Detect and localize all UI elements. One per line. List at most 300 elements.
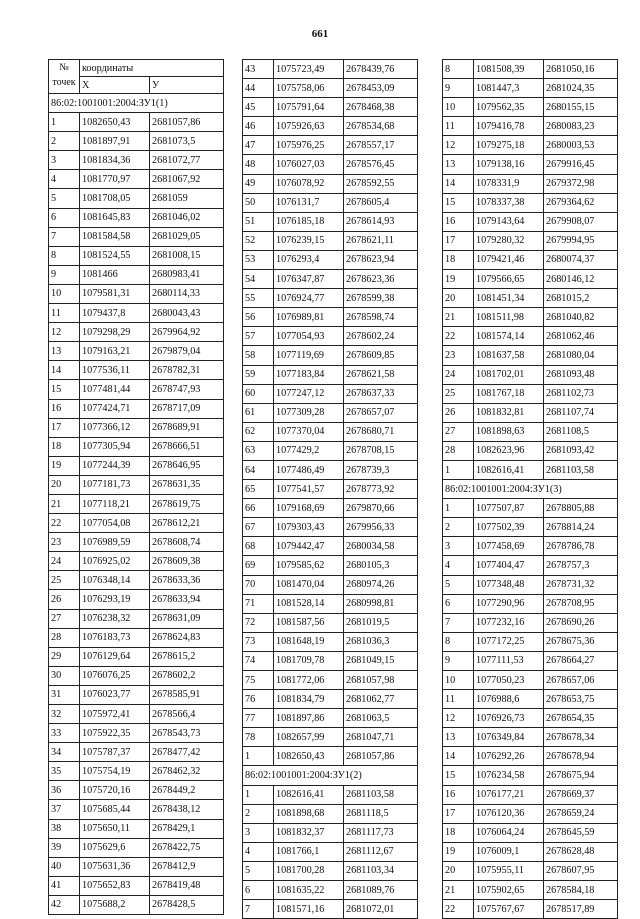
table-row: [443, 861, 618, 880]
point-number-cell: 13: [49, 342, 80, 361]
y-coordinate-cell: 2678419,48: [150, 876, 224, 895]
table-row: [443, 250, 618, 269]
point-number-cell: 17: [443, 231, 474, 250]
point-number-cell: 26: [443, 403, 474, 422]
table-row: [49, 380, 224, 399]
x-coordinate-cell: 1081709,78: [274, 651, 344, 670]
point-number-cell: 4: [443, 556, 474, 575]
x-coordinate-cell: 1082650,43: [274, 747, 344, 766]
x-coordinate-cell: 1077119,69: [274, 346, 344, 365]
table-row: [243, 212, 418, 231]
x-coordinate-cell: 1081702,01: [474, 365, 544, 384]
y-coordinate-cell: 2681036,3: [344, 632, 418, 651]
point-number-cell: 21: [443, 308, 474, 327]
point-number-cell: 7: [443, 613, 474, 632]
x-coordinate-cell: 1077054,93: [274, 327, 344, 346]
point-number-cell: 31: [49, 685, 80, 704]
table-row: [443, 651, 618, 670]
point-number-cell: 34: [49, 743, 80, 762]
table-row: [49, 666, 224, 685]
table-row: [49, 819, 224, 838]
point-number-cell: 49: [243, 174, 274, 193]
table-row: [49, 323, 224, 342]
point-number-cell: 30: [49, 666, 80, 685]
table-row: [443, 174, 618, 193]
table-row: [49, 571, 224, 590]
x-coordinate-cell: 1075791,64: [274, 98, 344, 117]
table-row: [243, 881, 418, 900]
x-header: X: [80, 77, 150, 94]
x-coordinate-cell: 1076064,24: [474, 823, 544, 842]
x-coordinate-cell: 1077054,08: [80, 514, 150, 533]
coordinates-table-column-1: [48, 59, 224, 915]
table-row: [443, 136, 618, 155]
x-coordinate-cell: 1081898,63: [474, 422, 544, 441]
x-coordinate-cell: 1076926,73: [474, 709, 544, 728]
table-row: [443, 823, 618, 842]
point-number-cell: 74: [243, 651, 274, 670]
point-number-cell: 37: [49, 800, 80, 819]
table-row: [443, 842, 618, 861]
x-coordinate-cell: 1077507,87: [474, 499, 544, 518]
y-coordinate-cell: 2678534,68: [344, 117, 418, 136]
point-number-cell: 32: [49, 705, 80, 724]
y-coordinate-cell: 2678786,78: [544, 537, 618, 556]
x-coordinate-cell: 1077111,53: [474, 651, 544, 670]
x-coordinate-cell: 1077404,47: [474, 556, 544, 575]
point-number-cell: 12: [443, 709, 474, 728]
coordinates-header: координаты: [80, 60, 224, 77]
point-number-cell: 22: [443, 327, 474, 346]
y-coordinate-cell: 2680146,12: [544, 270, 618, 289]
y-coordinate-cell: 2681062,46: [544, 327, 618, 346]
table-row: [443, 728, 618, 747]
y-coordinate-cell: 2680105,3: [344, 556, 418, 575]
point-number-cell: 25: [443, 384, 474, 403]
table-row: [49, 590, 224, 609]
x-coordinate-cell: 1081898,68: [274, 804, 344, 823]
y-coordinate-cell: 2681063,5: [344, 709, 418, 728]
y-coordinate-cell: 2679364,62: [544, 193, 618, 212]
y-coordinate-cell: 2678633,94: [150, 590, 224, 609]
table-row: [243, 518, 418, 537]
y-coordinate-cell: 2681040,82: [544, 308, 618, 327]
point-number-cell: 50: [243, 193, 274, 212]
y-coordinate-cell: 2678669,37: [544, 785, 618, 804]
table-row: [49, 418, 224, 437]
x-coordinate-cell: 1077486,49: [274, 460, 344, 479]
x-coordinate-cell: 1082616,41: [474, 460, 544, 479]
y-coordinate-cell: 2679916,45: [544, 155, 618, 174]
y-coordinate-cell: 2678731,32: [544, 575, 618, 594]
table-row: [443, 403, 618, 422]
y-coordinate-cell: 2681062,77: [344, 690, 418, 709]
point-number-cell: 24: [443, 365, 474, 384]
x-coordinate-cell: 1081648,19: [274, 632, 344, 651]
x-coordinate-cell: 1081511,98: [474, 308, 544, 327]
y-coordinate-cell: 2678438,12: [150, 800, 224, 819]
x-coordinate-cell: 1077458,69: [474, 537, 544, 556]
y-coordinate-cell: 2678599,38: [344, 289, 418, 308]
table-row: [243, 174, 418, 193]
point-number-cell: 4: [49, 170, 80, 189]
point-number-cell: 69: [243, 556, 274, 575]
x-coordinate-cell: 1081897,86: [274, 709, 344, 728]
y-coordinate-cell: 2679956,33: [344, 518, 418, 537]
table-row: [243, 613, 418, 632]
table-row: [49, 609, 224, 628]
y-coordinate-cell: 2681103,58: [344, 785, 418, 804]
point-number-cell: 22: [443, 900, 474, 919]
x-coordinate-cell: 1077290,96: [474, 594, 544, 613]
y-coordinate-cell: 2680083,23: [544, 117, 618, 136]
table-row: [49, 399, 224, 418]
point-number-cell: 54: [243, 270, 274, 289]
point-number-cell: 15: [443, 766, 474, 785]
table-row: [49, 132, 224, 151]
y-coordinate-cell: 2681059: [150, 189, 224, 208]
table-row: [49, 724, 224, 743]
point-number-header-line2: точек: [52, 77, 76, 88]
table-row: [443, 231, 618, 250]
point-number-cell: 1: [443, 460, 474, 479]
point-number-cell: 18: [49, 437, 80, 456]
table-row: [443, 881, 618, 900]
x-coordinate-cell: 1079280,32: [474, 231, 544, 250]
y-coordinate-cell: 2680034,58: [344, 537, 418, 556]
point-number-cell: 65: [243, 480, 274, 499]
table-row: [243, 193, 418, 212]
table-row: [49, 227, 224, 246]
y-coordinate-cell: 2681049,15: [344, 651, 418, 670]
x-coordinate-cell: 1079442,47: [274, 537, 344, 556]
y-coordinate-cell: 2678708,15: [344, 441, 418, 460]
y-coordinate-cell: 2678717,09: [150, 399, 224, 418]
y-coordinate-cell: 2678462,32: [150, 762, 224, 781]
coordinates-table: [442, 59, 618, 919]
table-row: [243, 804, 418, 823]
x-coordinate-cell: 1077424,71: [80, 399, 150, 418]
table-row: [49, 647, 224, 666]
table-row: [243, 575, 418, 594]
y-coordinate-cell: 2678517,89: [544, 900, 618, 919]
table-row: [443, 785, 618, 804]
table-row: [243, 98, 418, 117]
y-coordinate-cell: 2681103,34: [344, 861, 418, 880]
point-number-cell: 21: [49, 494, 80, 513]
y-coordinate-cell: 2678747,93: [150, 380, 224, 399]
y-coordinate-cell: 2681024,35: [544, 79, 618, 98]
point-number-cell: 1: [443, 499, 474, 518]
x-coordinate-cell: 1079275,18: [474, 136, 544, 155]
x-coordinate-cell: 1081832,81: [474, 403, 544, 422]
point-number-cell: 5: [49, 189, 80, 208]
y-coordinate-cell: 2678576,45: [344, 155, 418, 174]
point-number-cell: 64: [243, 460, 274, 479]
y-coordinate-cell: 2678657,06: [544, 671, 618, 690]
x-coordinate-cell: 1079566,65: [474, 270, 544, 289]
y-coordinate-cell: 2678689,91: [150, 418, 224, 437]
y-coordinate-cell: 2681029,05: [150, 227, 224, 246]
table-row: [443, 537, 618, 556]
y-coordinate-cell: 2678609,38: [150, 552, 224, 571]
x-coordinate-cell: 1082650,43: [80, 113, 150, 132]
point-number-cell: 22: [49, 514, 80, 533]
y-coordinate-cell: 2681067,92: [150, 170, 224, 189]
table-row: [443, 346, 618, 365]
point-number-cell: 9: [49, 265, 80, 284]
x-coordinate-cell: 1081508,39: [474, 60, 544, 79]
table-row: [243, 537, 418, 556]
point-number-cell: 72: [243, 613, 274, 632]
x-coordinate-cell: 1081708,05: [80, 189, 150, 208]
y-coordinate-cell: 2681103,58: [544, 460, 618, 479]
x-coordinate-cell: 1079581,31: [80, 284, 150, 303]
point-number-cell: 5: [243, 861, 274, 880]
y-coordinate-cell: 2678659,24: [544, 804, 618, 823]
x-coordinate-cell: 1077366,12: [80, 418, 150, 437]
point-number-cell: 16: [443, 785, 474, 804]
point-number-cell: 51: [243, 212, 274, 231]
x-coordinate-cell: 1075723,49: [274, 60, 344, 79]
x-coordinate-cell: 1077370,04: [274, 422, 344, 441]
point-number-cell: 1: [243, 747, 274, 766]
point-number-cell: 63: [243, 441, 274, 460]
x-coordinate-cell: 1081897,91: [80, 132, 150, 151]
y-coordinate-cell: 2678623,94: [344, 250, 418, 269]
section-row: [243, 766, 418, 785]
x-coordinate-cell: 1076348,14: [80, 571, 150, 590]
y-coordinate-cell: 2680998,81: [344, 594, 418, 613]
x-coordinate-cell: 1081451,34: [474, 289, 544, 308]
x-coordinate-cell: 1075972,41: [80, 705, 150, 724]
y-coordinate-cell: 2678757,3: [544, 556, 618, 575]
point-number-cell: 10: [443, 98, 474, 117]
table-row: [49, 342, 224, 361]
y-coordinate-cell: 2678805,88: [544, 499, 618, 518]
table-row: [49, 265, 224, 284]
point-number-cell: 61: [243, 403, 274, 422]
point-number-cell: 40: [49, 857, 80, 876]
table-row: [443, 422, 618, 441]
point-number-cell: 6: [443, 594, 474, 613]
point-number-cell: 16: [49, 399, 80, 418]
y-coordinate-cell: 2678543,73: [150, 724, 224, 743]
x-coordinate-cell: 1077118,21: [80, 494, 150, 513]
y-header: У: [150, 77, 224, 94]
y-coordinate-cell: 2679964,92: [150, 323, 224, 342]
x-coordinate-cell: 1077172,25: [474, 632, 544, 651]
table-row: [243, 250, 418, 269]
x-coordinate-cell: 1081700,28: [274, 861, 344, 880]
x-coordinate-cell: 1076988,6: [474, 690, 544, 709]
point-number-cell: 3: [443, 537, 474, 556]
point-number-header-line1: №: [59, 62, 69, 73]
y-coordinate-cell: 2678653,75: [544, 690, 618, 709]
coordinates-table-column-2: [242, 59, 418, 919]
y-coordinate-cell: 2680114,33: [150, 284, 224, 303]
y-coordinate-cell: 2679994,95: [544, 231, 618, 250]
table-row: [49, 838, 224, 857]
y-coordinate-cell: 2678708,95: [544, 594, 618, 613]
y-coordinate-cell: 2678623,36: [344, 270, 418, 289]
point-number-cell: 52: [243, 231, 274, 250]
y-coordinate-cell: 2680074,37: [544, 250, 618, 269]
y-coordinate-cell: 2681057,86: [344, 747, 418, 766]
y-coordinate-cell: 2680983,41: [150, 265, 224, 284]
point-number-cell: 56: [243, 308, 274, 327]
y-coordinate-cell: 2678453,09: [344, 79, 418, 98]
point-number-cell: 20: [443, 289, 474, 308]
point-number-cell: 12: [49, 323, 80, 342]
table-row: [243, 861, 418, 880]
x-coordinate-cell: 1077181,73: [80, 475, 150, 494]
table-row: [243, 231, 418, 250]
table-row: [443, 98, 618, 117]
x-coordinate-cell: 1076293,4: [274, 250, 344, 269]
y-coordinate-cell: 2678449,2: [150, 781, 224, 800]
table-row: [49, 189, 224, 208]
y-coordinate-cell: 2678631,09: [150, 609, 224, 628]
table-row: [443, 632, 618, 651]
table-row: [49, 628, 224, 647]
point-number-cell: 10: [49, 284, 80, 303]
x-coordinate-cell: 1076239,15: [274, 231, 344, 250]
point-number-cell: 9: [443, 79, 474, 98]
y-coordinate-cell: 2678584,18: [544, 881, 618, 900]
x-coordinate-cell: 1076078,92: [274, 174, 344, 193]
x-coordinate-cell: 1076989,59: [80, 533, 150, 552]
y-coordinate-cell: 2678615,2: [150, 647, 224, 666]
table-row: [49, 762, 224, 781]
point-number-cell: 45: [243, 98, 274, 117]
y-coordinate-cell: 2678628,48: [544, 842, 618, 861]
table-row: [243, 384, 418, 403]
y-coordinate-cell: 2681073,5: [150, 132, 224, 151]
x-coordinate-cell: 1076292,26: [474, 747, 544, 766]
point-number-cell: 19: [443, 270, 474, 289]
point-number-cell: 46: [243, 117, 274, 136]
point-number-cell: 27: [49, 609, 80, 628]
x-coordinate-cell: 1076185,18: [274, 212, 344, 231]
y-coordinate-cell: 2678468,38: [344, 98, 418, 117]
x-coordinate-cell: 1076131,7: [274, 193, 344, 212]
x-coordinate-cell: 1075688,2: [80, 895, 150, 914]
x-coordinate-cell: 1077536,11: [80, 361, 150, 380]
point-number-cell: 2: [443, 518, 474, 537]
x-coordinate-cell: 1082616,41: [274, 785, 344, 804]
point-number-cell: 76: [243, 690, 274, 709]
x-coordinate-cell: 1076924,77: [274, 289, 344, 308]
point-number-cell: 26: [49, 590, 80, 609]
x-coordinate-cell: 1077183,84: [274, 365, 344, 384]
y-coordinate-cell: 2681047,71: [344, 728, 418, 747]
table-row: [443, 518, 618, 537]
table-row: [49, 552, 224, 571]
coordinates-table: [48, 59, 224, 915]
y-coordinate-cell: 2678739,3: [344, 460, 418, 479]
y-coordinate-cell: 2678439,76: [344, 60, 418, 79]
y-coordinate-cell: 2681046,02: [150, 208, 224, 227]
section-row: [443, 480, 618, 499]
point-number-cell: 18: [443, 823, 474, 842]
x-coordinate-cell: 1076183,73: [80, 628, 150, 647]
point-number-cell: 23: [49, 533, 80, 552]
point-number-cell: 8: [443, 60, 474, 79]
y-coordinate-cell: 2678598,74: [344, 308, 418, 327]
table-row: [243, 346, 418, 365]
point-number-cell: 57: [243, 327, 274, 346]
y-coordinate-cell: 2681089,76: [344, 881, 418, 900]
table-row: [243, 308, 418, 327]
table-row: [443, 556, 618, 575]
y-coordinate-cell: 2678607,95: [544, 861, 618, 880]
y-coordinate-cell: 2678814,24: [544, 518, 618, 537]
point-number-cell: 13: [443, 155, 474, 174]
x-coordinate-cell: 1076129,64: [80, 647, 150, 666]
point-number-cell: 5: [443, 575, 474, 594]
table-row: [243, 747, 418, 766]
table-row: [443, 900, 618, 919]
table-row: [243, 728, 418, 747]
table-row: [243, 270, 418, 289]
table-row: [443, 594, 618, 613]
table-row: [243, 499, 418, 518]
y-coordinate-cell: 2680003,53: [544, 136, 618, 155]
y-coordinate-cell: 2678675,36: [544, 632, 618, 651]
y-coordinate-cell: 2678646,95: [150, 456, 224, 475]
point-number-cell: 41: [49, 876, 80, 895]
y-coordinate-cell: 2678664,27: [544, 651, 618, 670]
y-coordinate-cell: 2678657,07: [344, 403, 418, 422]
y-coordinate-cell: 2678609,85: [344, 346, 418, 365]
point-number-cell: 6: [49, 208, 80, 227]
point-number-cell: 11: [49, 304, 80, 323]
table-row: [243, 900, 418, 919]
x-coordinate-cell: 1081524,55: [80, 246, 150, 265]
point-number-cell: 29: [49, 647, 80, 666]
x-coordinate-cell: 1076349,84: [474, 728, 544, 747]
y-coordinate-cell: 2678428,5: [150, 895, 224, 914]
x-coordinate-cell: 1075922,35: [80, 724, 150, 743]
y-coordinate-cell: 2678678,94: [544, 747, 618, 766]
table-row: [443, 499, 618, 518]
x-coordinate-cell: 1081587,56: [274, 613, 344, 632]
table-row: [443, 155, 618, 174]
parcel-section-label: 86:02:1001001:2004:ЗУ1(1): [49, 94, 224, 113]
x-coordinate-cell: 1079437,8: [80, 304, 150, 323]
y-coordinate-cell: 2678477,42: [150, 743, 224, 762]
table-row: [443, 270, 618, 289]
y-coordinate-cell: 2678422,75: [150, 838, 224, 857]
y-coordinate-cell: 2678666,51: [150, 437, 224, 456]
x-coordinate-cell: 1075720,16: [80, 781, 150, 800]
point-number-cell: 75: [243, 671, 274, 690]
y-coordinate-cell: 2678602,24: [344, 327, 418, 346]
table-row: [443, 327, 618, 346]
point-number-cell: 20: [49, 475, 80, 494]
table-row: [443, 690, 618, 709]
table-row: [443, 60, 618, 79]
x-coordinate-cell: 1075754,19: [80, 762, 150, 781]
point-number-cell: 14: [443, 174, 474, 193]
table-row: [49, 475, 224, 494]
y-coordinate-cell: 2678654,35: [544, 709, 618, 728]
table-row: [243, 289, 418, 308]
x-coordinate-cell: 1077502,39: [474, 518, 544, 537]
x-coordinate-cell: 1077305,94: [80, 437, 150, 456]
x-coordinate-cell: 1076234,58: [474, 766, 544, 785]
